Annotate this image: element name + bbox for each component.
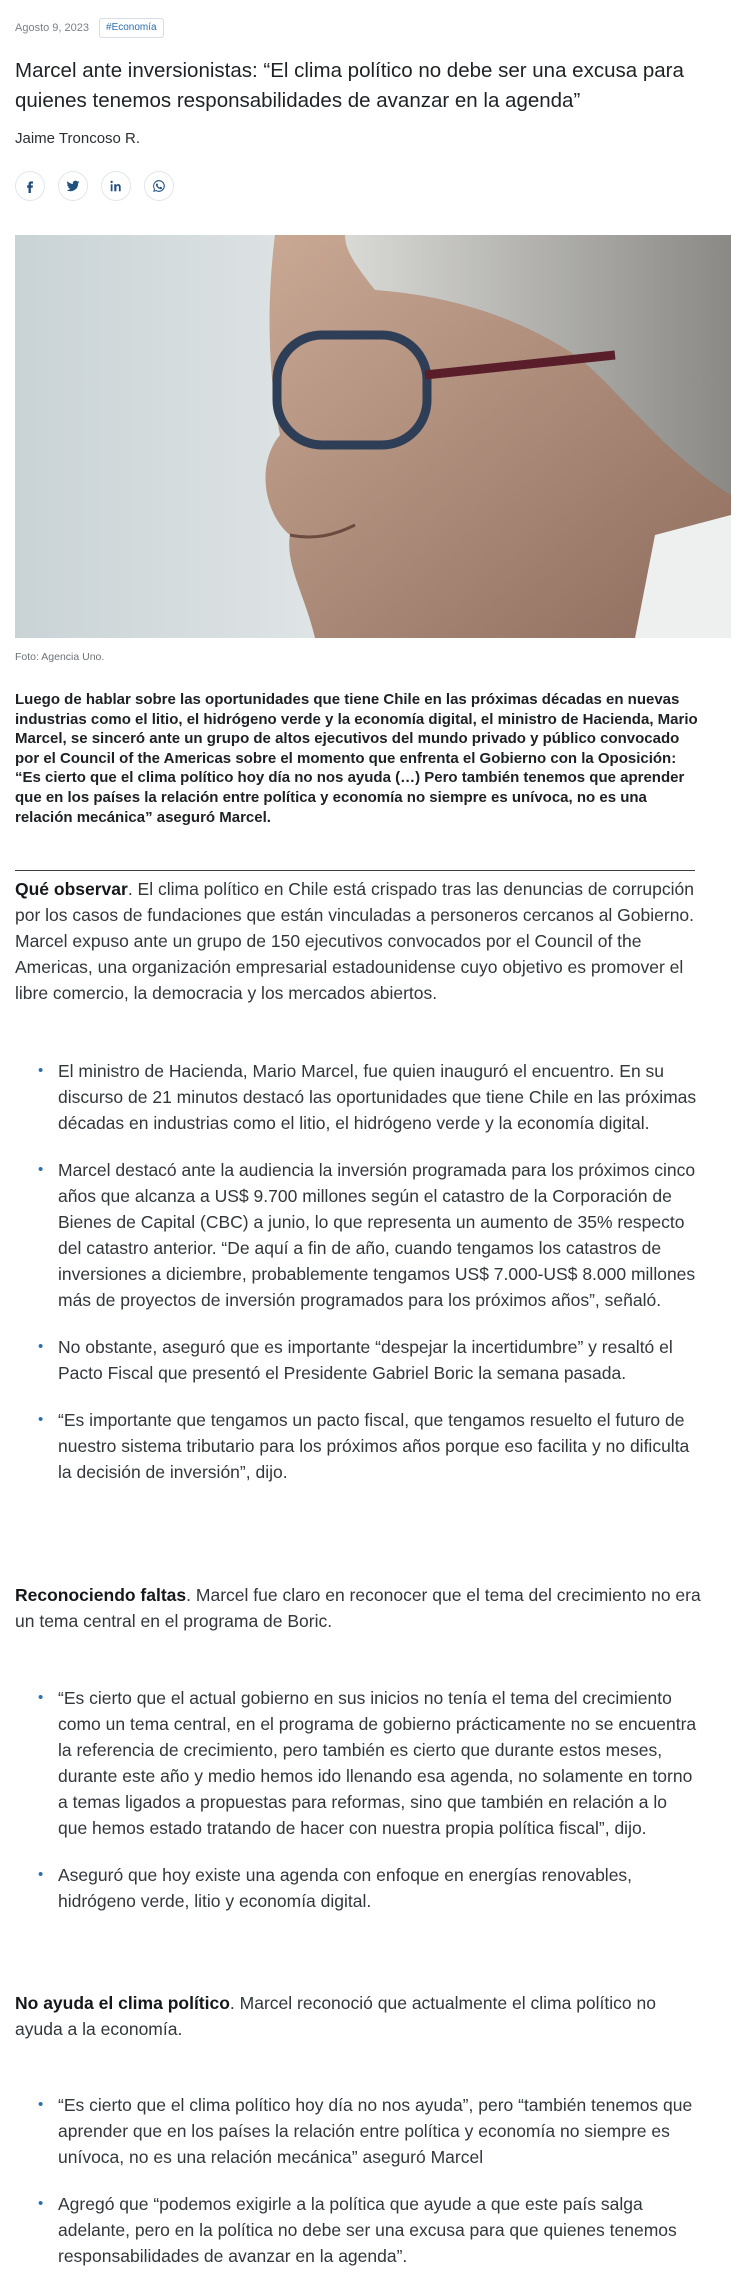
share-bar bbox=[15, 171, 187, 201]
share-linkedin-button[interactable] bbox=[101, 171, 131, 201]
facebook-icon bbox=[23, 179, 37, 193]
article-meta bbox=[15, 18, 164, 38]
category-tag[interactable]: #Economía bbox=[99, 18, 164, 38]
section-clima-politico bbox=[15, 1990, 705, 2042]
article-title: Marcel ante inversionistas: “El clima político no debe ser una excusa para quienes tenemos responsabilidades de avanzar en la agenda” bbox=[15, 59, 684, 112]
list-item: • Agregó que “podemos exigirle a la política que ayude a que este país salga adelante, pero en la política no debe ser una excusa para que quienes tenemos responsabilidades de avanzar en la agenda”. bbox=[38, 2191, 698, 2269]
share-facebook-button[interactable] bbox=[15, 171, 45, 201]
bullet-list-clima-politico bbox=[38, 2092, 698, 2287]
lead-divider bbox=[15, 870, 695, 871]
publish-date: Agosto 9, 2023 bbox=[15, 22, 90, 34]
section-que-observar bbox=[15, 876, 705, 1006]
section-heading: No ayuda el clima político bbox=[15, 1993, 230, 2013]
list-item: • “Es importante que tengamos un pacto fiscal, que tengamos resuelto el futuro de nuestro sistema tributario para los próximos años porque eso facilita y no dificulta la decisión de inversión”, dijo. bbox=[38, 1407, 698, 1485]
bullet-list-reconociendo-faltas bbox=[38, 1685, 698, 1935]
list-item: • El ministro de Hacienda, Mario Marcel, fue quien inauguró el encuentro. En su discurso de 21 minutos destacó las oportunidades que tiene Chile en las próximas décadas en industrias como el litio, el hidrógeno verde y la economía digital. bbox=[38, 1058, 698, 1136]
list-item: • “Es cierto que el clima político hoy día no nos ayuda”, pero “también tenemos que aprender que en los países la relación entre política y economía no siempre es unívoca, no es una relación mecánica” aseguró Marcel bbox=[38, 2092, 698, 2170]
article-lead: Luego de hablar sobre las oportunidades que tiene Chile en las próximas décadas en nuevas industrias como el litio, el hidrógeno verde y la economía digital, el ministro de Hacienda, Mario Marcel, se sinceró ante un grupo de altos ejecutivos del mundo privado y público convocado por el Council of the Americas sobre el momento que enfrenta el Gobierno con la Oposición: “Es cierto que el clima político hoy día no nos ayuda (…) Pero también tenemos que aprender que en los países la relación entre política y economía no siempre es unívoca, no es una relación mecánica” aseguró Marcel. bbox=[15, 691, 698, 826]
bullet-list-que-observar bbox=[38, 1058, 698, 1506]
section-text: . Marcel reconoció que actualmente el clima político no ayuda a la economía. bbox=[15, 1993, 656, 2039]
list-item: • No obstante, aseguró que es importante “despejar la incertidumbre” y resaltó el Pacto Fiscal que presentó el Presidente Gabriel Boric la semana pasada. bbox=[38, 1334, 698, 1386]
linkedin-icon bbox=[109, 179, 123, 193]
section-reconociendo-faltas bbox=[15, 1582, 705, 1634]
list-item: • Aseguró que hoy existe una agenda con enfoque en energías renovables, hidrógeno verde, litio y economía digital. bbox=[38, 1862, 698, 1914]
list-item: • Marcel destacó ante la audiencia la inversión programada para los próximos cinco años que alcanza a US$ 9.700 millones según el catastro de la Corporación de Bienes de Capital (CBC) a junio, lo que representa un aumento de 35% respecto del catastro anterior. “De aquí a fin de año, cuando tengamos los catastros de inversiones a diciembre, probablemente tengamos US$ 7.000-US$ 8.000 millones más de proyectos de inversión programados para los próximos años”, señaló. bbox=[38, 1157, 698, 1313]
share-twitter-button[interactable] bbox=[58, 171, 88, 201]
whatsapp-icon bbox=[152, 179, 166, 193]
section-heading: Qué observar bbox=[15, 879, 128, 899]
article-photo bbox=[15, 235, 731, 638]
list-item: • “Es cierto que el actual gobierno en sus inicios no tenía el tema del crecimiento como un tema central, en el programa de gobierno prácticamente no se encuentra la referencia de crecimiento, pero también es cierto que durante estos meses, durante este año y medio hemos ido llenando esa agenda, no solamente en torno a temas ligados a propuestas para reformas, sino que también en relación a lo que hemos estado tratando de hacer con nuestra propia política fiscal”, dijo. bbox=[38, 1685, 698, 1841]
section-text: . Marcel fue claro en reconocer que el tema del crecimiento no era un tema central en el programa de Boric. bbox=[15, 1585, 701, 1631]
twitter-icon bbox=[66, 179, 80, 193]
photo-caption: Foto: Agencia Uno. bbox=[15, 651, 105, 663]
section-heading: Reconociendo faltas bbox=[15, 1585, 187, 1605]
share-whatsapp-button[interactable] bbox=[144, 171, 174, 201]
section-text: . El clima político en Chile está crispado tras las denuncias de corrupción por los casos de fundaciones que están vinculadas a personeros cercanos al Gobierno. Marcel expuso ante un grupo de 150 ejecutivos convocados por el Council of the Americas, una organización empresarial estadounidense cuyo objetivo es promover el libre comercio, la democracia y los mercados abiertos. bbox=[15, 879, 695, 1003]
author-name[interactable]: Jaime Troncoso R. bbox=[15, 130, 141, 147]
